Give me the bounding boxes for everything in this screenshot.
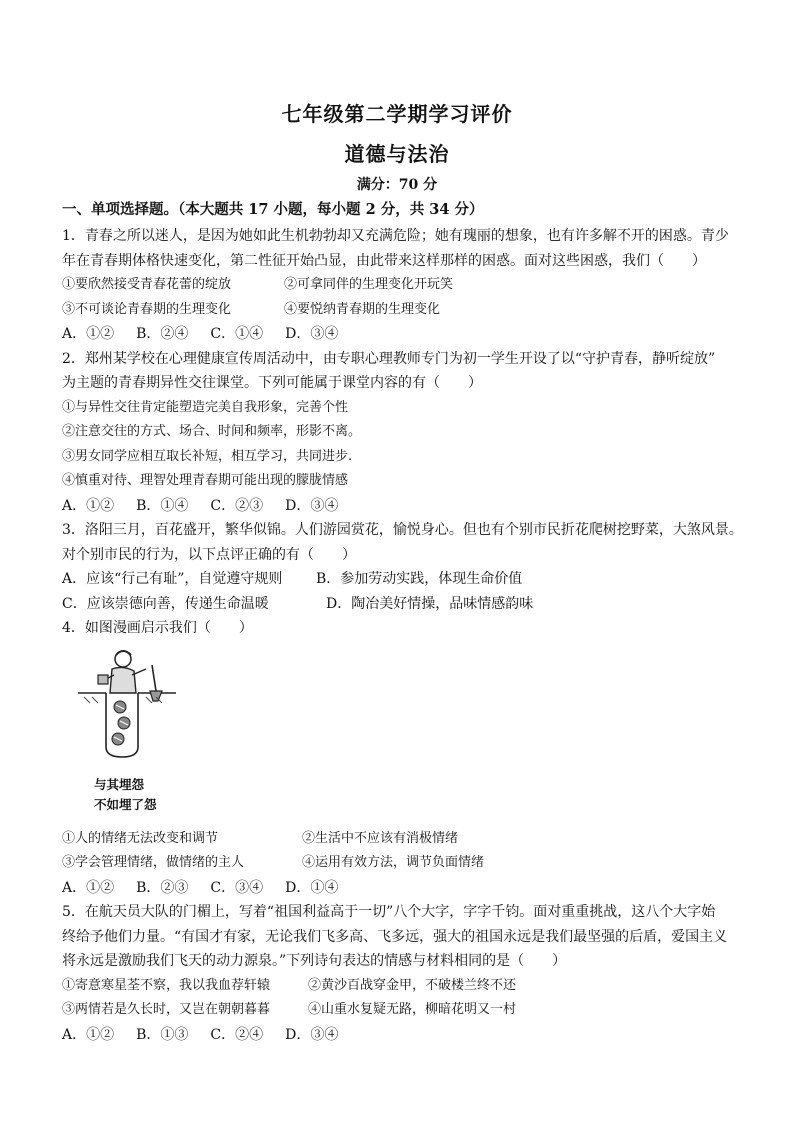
question-3-answers-row-2 <box>62 592 742 617</box>
comic-drawing <box>76 645 186 785</box>
question-1-options-row-1 <box>62 273 742 298</box>
question-2-stem-line-1: 2．郑州某学校在心理健康宣传周活动中，由专职心理教师专门为初一学生开设了以“守护青春，静听绽放” <box>62 350 716 367</box>
question-4-choice-b[interactable]: B．②③ <box>136 879 189 896</box>
question-5-stem-line-2: 终给予他们力量。“有国才有家，无论我们飞多高、飞多远，强大的祖国永远是我们最坚强的后盾，爱国主义 <box>62 928 728 945</box>
question-1-options-row-2 <box>62 298 742 323</box>
question-1-choice-b[interactable]: B．②④ <box>136 326 189 342</box>
question-4-option-4: ④运用有效方法，调节负面情绪 <box>302 855 485 870</box>
question-4-choice-c[interactable]: C．③④ <box>210 879 264 896</box>
question-5-option-2: ②黄沙百战穿金甲，不破楼兰终不还 <box>308 977 517 993</box>
question-4-options-row-2 <box>62 851 742 876</box>
question-5-options-row-1 <box>62 974 742 999</box>
question-5-choice-d[interactable]: D．③④ <box>285 1026 339 1043</box>
question-1-choice-c[interactable]: C．①④ <box>210 326 264 342</box>
question-1-option-2: ②可拿同伴的生理变化开玩笑 <box>284 277 454 292</box>
question-2-choice-d[interactable]: D．③④ <box>285 497 339 514</box>
comic-caption-line-1: 与其埋怨 <box>94 776 145 792</box>
question-4 <box>62 616 742 900</box>
question-4-option-3: ③学会管理情绪，做情绪的主人 <box>62 855 245 870</box>
question-4-answers <box>62 876 742 901</box>
full-score: 满分：70 分 <box>356 177 438 193</box>
question-4-option-1: ①人的情绪无法改变和调节 <box>62 830 219 846</box>
question-2-option-1: ①与异性交往肯定能塑造完美自我形象，完善个性 <box>62 399 349 415</box>
question-2-choice-a[interactable]: A．①② <box>62 497 115 514</box>
question-5-stem-line-1: 5．在航天员大队的门楣上，写着“祖国利益高于一切”八个大字，字字千钧。面对重重挑战，这八个大字始 <box>62 904 716 920</box>
question-3-answers-row-1 <box>62 567 742 592</box>
comic-caption-line-2: 不如埋了怨 <box>94 796 157 812</box>
question-4-choice-a[interactable]: A．①② <box>62 879 115 896</box>
question-3-stem-line-1: 3．洛阳三月，百花盛开，繁华似锦。人们游园赏花，愉悦身心。但也有个别市民折花爬树挖野菜，大煞风景。 <box>62 522 743 538</box>
question-4-options-row-1 <box>62 827 742 852</box>
question-1-option-3: ③不可谈论青春期的生理变化 <box>62 301 232 317</box>
question-5-choice-c[interactable]: C．②④ <box>210 1026 264 1043</box>
question-4-option-2: ②生活中不应该有消极情绪 <box>302 830 459 846</box>
question-4-choice-d[interactable]: D．①④ <box>285 879 339 896</box>
question-5 <box>62 900 742 1047</box>
question-3-choice-d[interactable]: D．陶冶美好情操，品味情感韵味 <box>326 595 534 612</box>
question-2-option-3: ③男女同学应相互取长补短，相互学习，共同进步. <box>62 448 353 464</box>
question-2-answers <box>62 494 742 519</box>
question-5-choice-b[interactable]: B．①③ <box>136 1026 189 1043</box>
question-1-answers <box>62 322 742 347</box>
exam-title: 七年级第二学期学习评价 <box>281 102 513 126</box>
question-1-choice-a[interactable]: A．①② <box>62 326 115 342</box>
question-1-choice-d[interactable]: D．③④ <box>285 326 339 342</box>
question-1-stem-line-2: 年在青春期体格快速变化，第二性征开始凸显，由此带来这样那样的困惑。面对这些困惑，我们（ ） <box>62 252 706 269</box>
question-1 <box>62 224 742 347</box>
question-5-stem-line-3: 将永远是激励我们飞天的动力源泉。”下列诗句表达的情感与材料相同的是（ ） <box>62 953 567 969</box>
question-2-choice-c[interactable]: C．②③ <box>210 497 264 514</box>
question-2-option-2: ②注意交往的方式、场合、时间和频率，形影不离。 <box>62 424 362 439</box>
question-3-stem-line-2: 对个别市民的行为，以下点评正确的有（ ） <box>62 546 356 563</box>
comic-illustration <box>76 645 206 825</box>
question-3-choice-b[interactable]: B．参加劳动实践，体现生命价值 <box>316 571 523 587</box>
question-1-stem-line-1: 1．青春之所以迷人，是因为她如此生机勃勃却又充满危险；她有瑰丽的想象，也有许多解不开的困惑。青少 <box>62 228 729 244</box>
question-3-choice-c[interactable]: C．应该崇德向善，传递生命温暖 <box>62 595 269 612</box>
subject-title: 道德与法治 <box>344 142 450 166</box>
question-4-stem-line-1: 4．如图漫画启示我们（ ） <box>62 620 253 636</box>
section-heading: 一、单项选择题。（本大题共 17 小题，每小题 2 分，共 34 分） <box>62 201 484 218</box>
question-3 <box>62 518 742 616</box>
question-5-option-3: ③两情若是久长时，又岂在朝朝暮暮 <box>62 1002 271 1017</box>
question-2 <box>62 347 742 519</box>
question-3-choice-a[interactable]: A．应该“行己有耻”，自觉遵守规则 <box>62 571 283 587</box>
questions-body <box>62 224 742 1047</box>
question-2-stem-line-2: 为主题的青春期异性交往课堂。下列可能属于课堂内容的有（ ） <box>62 375 482 391</box>
question-5-answers <box>62 1023 742 1048</box>
question-5-choice-a[interactable]: A．①② <box>62 1026 115 1043</box>
question-1-option-1: ①要欣然接受青春花蕾的绽放 <box>62 277 232 292</box>
question-2-choice-b[interactable]: B．①④ <box>136 497 189 514</box>
question-2-option-4: ④慎重对待、理智处理青春期可能出现的朦胧情感 <box>62 473 349 488</box>
question-5-option-1: ①寄意寒星荃不察，我以我血荐轩辕 <box>62 977 271 993</box>
question-5-options-row-2 <box>62 998 742 1023</box>
question-1-option-4: ④要悦纳青春期的生理变化 <box>284 301 441 317</box>
question-5-option-4: ④山重水复疑无路，柳暗花明又一村 <box>308 1002 517 1017</box>
